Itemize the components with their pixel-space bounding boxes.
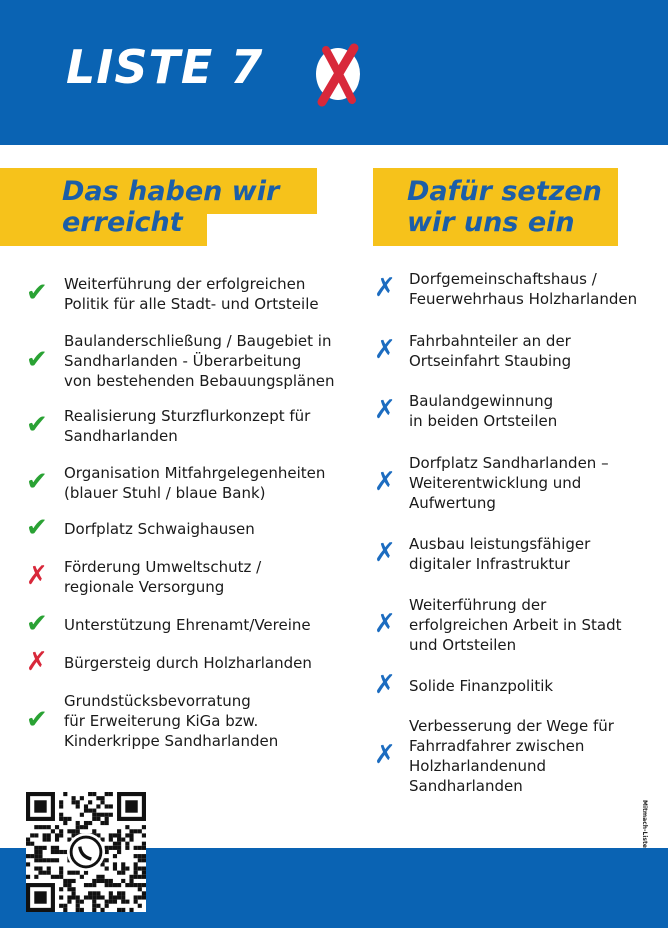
left-heading-line2: erreicht bbox=[62, 207, 183, 238]
list-item-line: digitaler Infrastruktur bbox=[409, 555, 570, 573]
list-item-line: Ortseinfahrt Staubing bbox=[409, 352, 572, 370]
list-item-text bbox=[64, 653, 312, 673]
list-item-line: Kinderkrippe Sandharlanden bbox=[64, 732, 279, 750]
list-item-text bbox=[64, 463, 325, 503]
check-icon: ✔ bbox=[26, 467, 48, 497]
list-item-line: in beiden Ortsteilen bbox=[409, 412, 558, 430]
list-item-line: erfolgreichen Arbeit in Stadt bbox=[409, 616, 622, 634]
list-item-line: Grundstücksbevorratung bbox=[64, 692, 251, 710]
list-item-text bbox=[409, 269, 637, 309]
list-item-text bbox=[409, 331, 571, 371]
list-item-text bbox=[64, 615, 311, 635]
cross-icon: ✗ bbox=[374, 740, 396, 770]
list-item-line: Politik für alle Stadt- und Ortsteile bbox=[64, 295, 319, 313]
list-item-text bbox=[409, 676, 553, 696]
list-item-line: Fahrradfahrer zwischen bbox=[409, 737, 585, 755]
list-item-line: Weiterentwicklung und bbox=[409, 474, 582, 492]
list-title: LISTE 7 bbox=[66, 40, 264, 94]
list-item-text bbox=[409, 453, 609, 513]
list-item-line: Ausbau leistungsfähiger bbox=[409, 535, 591, 553]
list-item-text bbox=[64, 274, 319, 314]
cross-icon: ✗ bbox=[374, 395, 396, 425]
list-item-line: Holzharlandenund bbox=[409, 757, 547, 775]
qr-code-icon[interactable] bbox=[26, 792, 146, 912]
check-icon: ✔ bbox=[26, 513, 48, 543]
check-icon: ✔ bbox=[26, 278, 48, 308]
list-item-line: Unterstützung Ehrenamt/Vereine bbox=[64, 616, 311, 634]
whatsapp-icon bbox=[67, 833, 105, 871]
list-item-text bbox=[409, 391, 557, 431]
check-icon: ✔ bbox=[26, 609, 48, 639]
list-item-line: Weiterführung der erfolgreichen bbox=[64, 275, 306, 293]
list-item-text bbox=[64, 406, 310, 446]
cross-icon: ✗ bbox=[374, 538, 396, 568]
credit-text: Mitmach-Liste bbox=[641, 800, 648, 848]
cross-icon: ✗ bbox=[374, 609, 396, 639]
cross-icon: ✗ bbox=[374, 670, 396, 700]
list-item-line: Solide Finanzpolitik bbox=[409, 677, 554, 695]
list-item-text bbox=[64, 519, 255, 539]
list-item-line: Dorfplatz Schwaighausen bbox=[64, 520, 255, 538]
list-item-line: regionale Versorgung bbox=[64, 578, 225, 596]
cross-icon: ✗ bbox=[374, 467, 396, 497]
list-item-line: Sandharlanden bbox=[409, 777, 523, 795]
list-item-line: von bestehenden Bebauungsplänen bbox=[64, 372, 335, 390]
list-item-line: Fahrbahnteiler an der bbox=[409, 332, 571, 350]
list-item-line: Baulandgewinnung bbox=[409, 392, 554, 410]
list-item-line: Dorfplatz Sandharlanden – bbox=[409, 454, 609, 472]
list-item-line: Sandharlanden - Überarbeitung bbox=[64, 352, 302, 370]
list-item-line: und Ortsteilen bbox=[409, 636, 517, 654]
list-item-text bbox=[409, 534, 590, 574]
ballot-cross-icon bbox=[308, 40, 368, 110]
list-item-text bbox=[409, 595, 621, 655]
list-item-text bbox=[64, 557, 261, 597]
check-icon: ✔ bbox=[26, 705, 48, 735]
list-item-line: Realisierung Sturzflurkonzept für bbox=[64, 407, 311, 425]
right-heading-line2: wir uns ein bbox=[407, 207, 575, 238]
list-item-line: Organisation Mitfahrgelegenheiten bbox=[64, 464, 326, 482]
list-item-text bbox=[409, 716, 614, 796]
check-icon: ✔ bbox=[26, 345, 48, 375]
list-item-line: Sandharlanden bbox=[64, 427, 178, 445]
right-heading bbox=[407, 176, 602, 238]
list-item-text bbox=[64, 331, 334, 391]
list-item-line: Dorfgemeinschaftshaus / bbox=[409, 270, 597, 288]
list-item-line: für Erweiterung KiGa bzw. bbox=[64, 712, 259, 730]
list-item-line: Verbesserung der Wege für bbox=[409, 717, 614, 735]
list-item-line: Bürgersteig durch Holzharlanden bbox=[64, 654, 312, 672]
list-item-line: Förderung Umweltschutz / bbox=[64, 558, 262, 576]
list-item-text bbox=[64, 691, 278, 751]
list-item-line: Baulanderschließung / Baugebiet in bbox=[64, 332, 332, 350]
list-item-line: Weiterführung der bbox=[409, 596, 547, 614]
cross-icon: ✗ bbox=[374, 335, 396, 365]
check-icon: ✔ bbox=[26, 410, 48, 440]
cross-icon: ✗ bbox=[26, 647, 48, 677]
cross-icon: ✗ bbox=[26, 561, 48, 591]
right-heading-line1: Dafür setzen bbox=[407, 176, 602, 207]
list-item-line: Aufwertung bbox=[409, 494, 496, 512]
left-heading bbox=[62, 176, 279, 238]
left-heading-line1: Das haben wir bbox=[62, 176, 280, 207]
list-item-line: (blauer Stuhl / blaue Bank) bbox=[64, 484, 266, 502]
list-item-line: Feuerwehrhaus Holzharlanden bbox=[409, 290, 638, 308]
cross-icon: ✗ bbox=[374, 273, 396, 303]
